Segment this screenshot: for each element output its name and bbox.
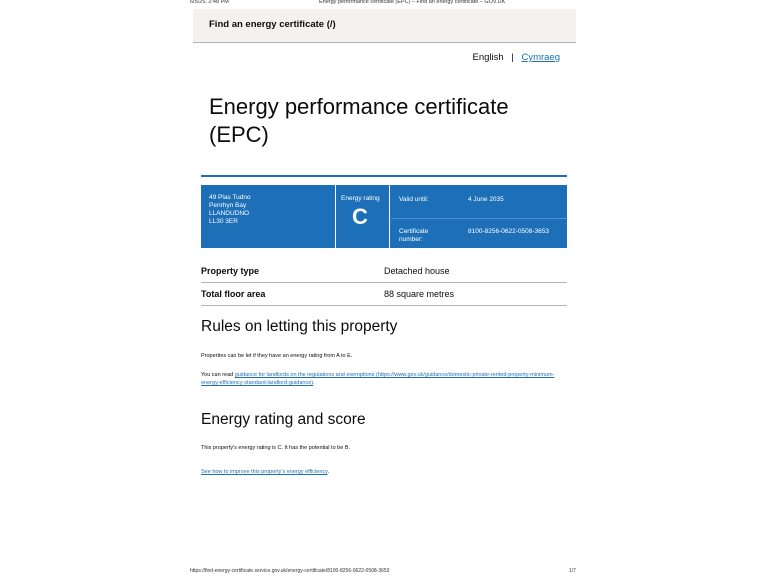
landlord-guidance-link[interactable]: guidance for landlords on the regulations and exemptions (https://www.gov.uk/guidance/domestic-private-rented-property-minimum-energy-efficiency-standard-landlord-guidance)	[201, 372, 555, 386]
guidance-suffix: .	[313, 380, 315, 386]
summary-key: Property type	[201, 266, 260, 276]
service-name-link[interactable]: Find an energy certificate (/)	[209, 19, 336, 30]
summary-row	[201, 283, 567, 306]
property-address	[209, 194, 329, 226]
energy-rating-value: C	[352, 204, 368, 229]
improve-paragraph	[201, 468, 561, 476]
box-divider	[389, 185, 390, 248]
energy-rating-paragraph: This property's energy rating is C. It has the potential to be B.	[201, 445, 351, 451]
guidance-prefix: You can read	[201, 372, 235, 378]
address-line: Penrhyn Bay	[209, 202, 247, 209]
valid-until-value: 4 June 2035	[468, 196, 504, 203]
energy-rating-label: Energy rating	[341, 195, 380, 202]
print-url: https://find-energy-certificate.service.gov.uk/energy-certificate/8100-8256-0622-0508-3653	[190, 568, 390, 574]
improve-suffix: .	[327, 469, 330, 475]
box-divider	[335, 185, 336, 248]
address-line: 49 Plas Tudno	[209, 194, 251, 201]
service-header	[193, 9, 576, 43]
box-inner-divider	[391, 218, 567, 219]
print-header	[0, 0, 768, 8]
address-line: LLANDUDNO	[209, 210, 250, 217]
valid-until-label: Valid until:	[399, 196, 429, 203]
energy-rating-heading: Energy rating and score	[201, 411, 366, 428]
certificate-number-value: 8100-8256-0622-0508-3653	[468, 228, 549, 235]
language-welsh-link[interactable]: Cymraeg	[521, 52, 560, 63]
title-divider	[201, 175, 567, 177]
language-switcher	[400, 52, 560, 63]
rules-paragraph: Properties can be let if they have an energy rating from A to E.	[201, 353, 353, 359]
language-separator: |	[511, 52, 514, 63]
summary-value: Detached house	[384, 266, 450, 276]
improve-efficiency-link[interactable]: See how to improve this property's energy efficiency	[201, 469, 328, 475]
address-line: LL30 3ER	[209, 218, 238, 225]
summary-value: 88 square metres	[384, 289, 455, 299]
summary-key: Total floor area	[201, 289, 266, 299]
certificate-number-label: Certificate number:	[399, 228, 429, 243]
epc-summary-box	[201, 185, 567, 248]
print-timestamp: 6/5/25, 2:48 PM	[190, 0, 229, 5]
page-title: Energy performance certificate (EPC)	[209, 94, 509, 147]
language-english: English	[472, 52, 504, 63]
print-page-number: 1/7	[569, 568, 576, 574]
summary-row	[201, 260, 567, 283]
print-page-title: Energy performance certificate (EPC) – Find an energy certificate – GOV.UK	[319, 0, 506, 5]
property-summary-list	[201, 260, 567, 306]
rules-heading: Rules on letting this property	[201, 318, 398, 335]
rules-guidance-paragraph	[201, 371, 561, 387]
